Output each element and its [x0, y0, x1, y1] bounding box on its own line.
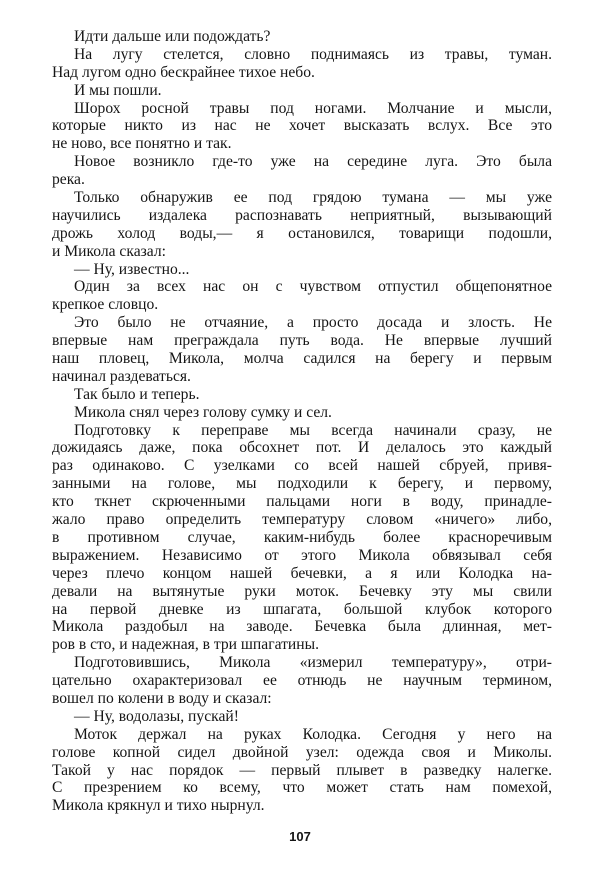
paragraph: [52, 153, 552, 189]
text-line: — Ну, водолазы, пускай!: [74, 707, 239, 725]
paragraph: [52, 422, 552, 655]
text-line: которые никто из нас не хочет высказать вслух. Все это: [52, 117, 552, 135]
text-line: девали на вытянутые руки моток. Бечевку эту мы свили: [52, 582, 552, 600]
text-line: Микола крякнул и тихо нырнул.: [52, 797, 265, 815]
paragraph: [52, 46, 552, 82]
text-line: Идти дальше или подождать?: [74, 28, 271, 45]
text-line: в противном случае, каким-нибудь более красноречивым: [52, 528, 552, 546]
text-line: через плечо концом нашей бечевки, а я или Колодка на-: [52, 564, 552, 582]
text-line: Один за всех нас он с чувством отпустил общепонятное: [74, 278, 552, 296]
text-line: вошел по колени в воду и сказал:: [52, 689, 272, 707]
text-line: дожидаясь даже, пока обсохнет пот. И делалось это каждый: [52, 439, 552, 457]
paragraph: [52, 404, 552, 422]
text-line: С презрением ко всему, что может стать нам помехой,: [52, 779, 552, 797]
text-line: и Микола сказал:: [52, 242, 166, 260]
text-line: Над лугом одно бескрайнее тихое небо.: [52, 63, 315, 81]
text-line: Моток держал на руках Колодка. Сегодня у него на: [74, 725, 552, 743]
text-line: Шорох росной травы под ногами. Молчание и мысли,: [74, 99, 552, 117]
paragraph: [52, 278, 552, 314]
text-line: Микола снял через голову сумку и сел.: [74, 403, 332, 421]
text-line: Только обнаружив ее под грядою тумана — мы уже: [74, 189, 552, 207]
paragraph: [52, 386, 552, 404]
text-line: — Ну, известно...: [74, 260, 190, 278]
text-line: жало право определить температуру словом «ничего» либо,: [52, 511, 552, 529]
text-line: не ново, все понятно и так.: [52, 135, 232, 153]
text-line: Новое возникло где-то уже на середине луга. Это была: [74, 153, 552, 171]
paragraph: [52, 314, 552, 386]
paragraph: [52, 726, 552, 815]
text-line: начинал раздеваться.: [52, 367, 191, 385]
page-number: 107: [289, 829, 311, 844]
text-line: И мы пошли.: [74, 81, 162, 99]
text-line: кто ткнет скрюченными пальцами ноги в воду, принадле-: [52, 493, 552, 511]
text-line: река.: [52, 171, 85, 189]
paragraph: [52, 189, 552, 261]
text-line: впервые нам преграждала путь вода. Не впервые лучший: [52, 332, 552, 350]
paragraph: [52, 708, 552, 726]
text-line: Такой у нас порядок — первый плывет в разведку налегке.: [52, 761, 552, 779]
text-line: Подготовку к переправе мы всегда начинали сразу, не: [74, 421, 552, 439]
paragraph: [52, 28, 552, 46]
text-line: Так было и теперь.: [74, 385, 200, 403]
text-line: на первой дневке из шпагата, большой клубок которого: [52, 600, 552, 618]
paragraph: [52, 100, 552, 154]
paragraph: [52, 654, 552, 708]
text-line: цательно охарактеризовал ее отнюдь не научным термином,: [52, 672, 552, 690]
text-line: крепкое словцо.: [52, 296, 159, 314]
book-page-text: [52, 28, 552, 815]
text-line: На лугу стелется, словно поднимаясь из травы, туман.: [74, 45, 552, 63]
text-line: выражением. Независимо от этого Микола обвязывал себя: [52, 546, 552, 564]
text-line: голове копной сидел двойной узел: одежда своя и Миколы.: [52, 743, 552, 761]
text-line: наш пловец, Микола, молча садился на берегу и первым: [52, 350, 552, 368]
text-line: Подготовившись, Микола «измерил температуру», отри-: [74, 654, 552, 672]
text-line: занными на голове, мы подходили к берегу, и первому,: [52, 475, 552, 493]
text-line: Это было не отчаяние, а просто досада и злость. Не: [74, 314, 552, 332]
paragraph: [52, 82, 552, 100]
paragraph: [52, 261, 552, 279]
text-line: раз одинаково. С узелками со всей нашей сбруей, привя-: [52, 457, 552, 475]
text-line: дрожь холод воды,— я остановился, товарищи подошли,: [52, 224, 552, 242]
text-line: научились издалека распознавать неприятный, вызывающий: [52, 206, 552, 224]
text-line: ров в сто, и надежная, в три шпагатины.: [52, 636, 319, 654]
text-line: Микола раздобыл на заводе. Бечевка была длинная, мет-: [52, 618, 552, 636]
